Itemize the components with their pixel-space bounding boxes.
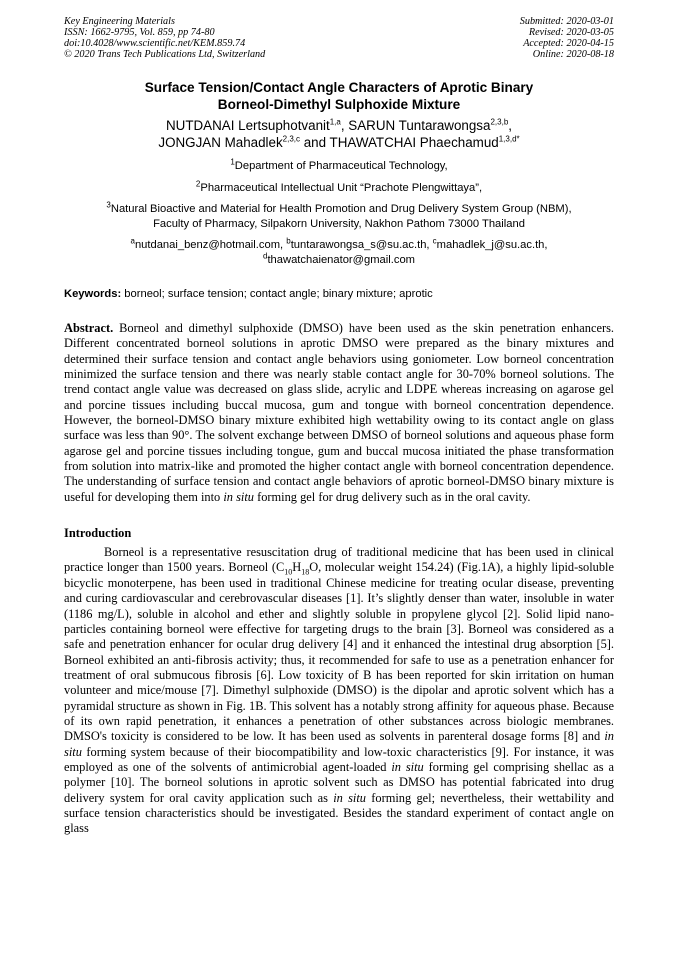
section-heading-introduction: Introduction bbox=[64, 526, 132, 541]
intro-text: forming gel; nevertheless, their wettability and surface tension characteristics should be investigated. Besides the standard experiment of contact angle on glass bbox=[64, 790, 614, 836]
introduction-paragraph bbox=[64, 545, 614, 837]
author-emails bbox=[64, 238, 614, 267]
journal-issn: ISSN: 1662-9795, Vol. 859, pp 74-80 bbox=[64, 27, 215, 38]
date-accepted: Accepted: 2020-04-15 bbox=[523, 38, 614, 49]
email-line-2 bbox=[64, 250, 614, 268]
author-line-2 bbox=[64, 134, 614, 151]
affiliation-mark: 3 bbox=[106, 200, 111, 210]
abstract-text-end: forming gel for drug delivery such as in the oral cavity. bbox=[253, 489, 531, 504]
title-line-2: Borneol-Dimethyl Sulphoxide Mixture bbox=[217, 96, 461, 112]
journal-header bbox=[64, 16, 614, 60]
email-d[interactable]: thawatchaienator@gmail.com bbox=[267, 253, 415, 266]
email-mark: c bbox=[432, 236, 437, 246]
abstract-label: Abstract. bbox=[64, 321, 114, 335]
publication-dates bbox=[520, 16, 614, 60]
intro-text: H bbox=[292, 560, 302, 575]
email-mark: d bbox=[263, 250, 268, 260]
intro-italic-term: in situ bbox=[391, 759, 424, 774]
affiliation-text-line-2: Faculty of Pharmacy, Silpakorn University, Nakhon Pathom 73000 Thailand bbox=[153, 217, 525, 230]
keywords-text: borneol; surface tension; contact angle; binary mixture; aprotic bbox=[121, 288, 433, 300]
intro-italic-term: in situ bbox=[333, 790, 366, 805]
email-mark: a bbox=[130, 236, 135, 246]
keywords bbox=[64, 287, 614, 301]
keywords-label: Keywords: bbox=[64, 288, 122, 300]
intro-text: Borneol is a representative resuscitation drug of traditional medicine that has been used in clinical practice longer than 1500 years. Borneol (C bbox=[64, 545, 614, 575]
date-revised: Revised: 2020-03-05 bbox=[528, 27, 614, 38]
intro-text: O, molecular weight 154.24) (Fig.1A), a highly lipid-soluble bicyclic monoterpene, has been used in traditional Chinese medicine for treating ocular disease, preventing and curing cardiovascular and cerebrovascular diseases [1]. It’s slightly denser than water, insoluble in water (1186 mg/L), soluble in alcohol and ether and slightly soluble in propylene glycol [2]. Solid lipid nano-particles containing borneol were effective for targeting drugs to the brain [3]. Borneol was considered as a safe and penetration enhancer for ocular drug delivery [4] and it enhanced the intestinal drug absorption [5]. Borneol exhibited an anti-fibrosis activity; thus, it recommended for safe to use as a penetration enhancer for treatment of oral submucous fibrosis [6]. Low toxicity of B has been reported for skin irritation on human volunteer and mice/mouse [7]. Dimethyl sulphoxide (DMSO) is the dipolar and aprotic solvent which has a pyramidal structure as shown in Fig. 1B. This solvent has a notably strong affinity for aqueous phase. Because of its own rapid penetration, it enhances a penetration of other substances across biologic membranes. DMSO's toxicity is considered to be low. It has been used as solvents in parenteral dosage forms [8] and bbox=[64, 560, 615, 744]
author-name: NUTDANAI Lertsuphotvanit bbox=[165, 118, 330, 133]
affiliation-mark: 2 bbox=[195, 178, 201, 188]
author-separator: , bbox=[340, 118, 349, 133]
formula-subscript: 18 bbox=[301, 567, 310, 577]
abstract bbox=[64, 321, 614, 505]
email-mark: b bbox=[286, 236, 291, 246]
date-submitted: Submitted: 2020-03-01 bbox=[519, 16, 614, 27]
affiliation-mark: 1 bbox=[230, 157, 235, 167]
author-line-1 bbox=[64, 117, 614, 134]
formula-subscript: 10 bbox=[284, 567, 293, 577]
author-separator: , bbox=[508, 118, 512, 133]
author-name: SARUN Tuntarawongsa bbox=[348, 118, 491, 133]
author-affil-mark: 2,3,b bbox=[490, 117, 509, 127]
journal-info bbox=[64, 16, 265, 60]
intro-text: forming system because of their biocompatibility and low-toxic characteristics [9]. For instance, it was employed as one of the solvents of antimicrobial agent-loaded bbox=[64, 744, 614, 774]
author-affil-mark: 1,3,d* bbox=[498, 134, 520, 144]
affiliation-text: Pharmaceutical Intellectual Unit “Prachote Plengwittaya”, bbox=[200, 181, 483, 194]
title-line-1: Surface Tension/Contact Angle Characters of Aprotic Binary bbox=[144, 80, 534, 95]
intro-text: forming gel comprising shellac as a polymer [10]. The borneol solutions in aprotic solvent such as DMSO has potential fabricated into drug delivery system for oral cavity application such as bbox=[64, 759, 614, 805]
email-a[interactable]: nutdanai_benz@hotmail.com, bbox=[134, 239, 287, 251]
abstract-text: Borneol and dimethyl sulphoxide (DMSO) have been used as the skin penetration enhancers. Different concentrated borneol solutions in aprotic DMSO were prepared as the binary mixtures and determined their surface tension and contact angle behaviors using goniometer. Low borneol concentration minimized the surface tension and there was nearly stable contact angle for 30-70% borneol solutions. The trend contact angle value was decreased on glass slide, acrylic and LDPE whereas increasing on agarose gel and porcine tissues including buccal mucosa, gum and tongue with borneol concentration dependence. However, the borneol-DMSO binary mixture exhibited high wettability owing to its contact angle on glass surface was less than 90°. The solvent exchange between DMSO of borneol solutions and aqueous phase form agarose gel and porcine tissues including tongue, gum and buccal mucosa initiated the phase transformation from solution into matrix-like and promoted the higher contact angle with borneol concentration dependence. The understanding of surface tension and contact angle behaviors of aprotic borneol-DMSO binary mixture is useful for developing them into bbox=[64, 321, 614, 504]
author-affil-mark: 2,3,c bbox=[282, 134, 300, 144]
abstract-italic-term: in situ bbox=[223, 489, 254, 504]
journal-name: Key Engineering Materials bbox=[64, 16, 175, 27]
intro-italic-term: in situ bbox=[64, 729, 614, 759]
author-name: THAWATCHAI Phaechamud bbox=[329, 135, 499, 150]
author-affil-mark: 1,a bbox=[329, 117, 341, 127]
journal-copyright: © 2020 Trans Tech Publications Ltd, Switzerland bbox=[64, 49, 266, 60]
author-name: JONGJAN Mahadlek bbox=[158, 135, 283, 150]
affiliation-2 bbox=[64, 178, 614, 196]
affiliation-text: Department of Pharmaceutical Technology, bbox=[234, 160, 448, 172]
author-conjunction: and bbox=[300, 135, 330, 150]
email-c[interactable]: mahadlek_j@su.ac.th, bbox=[436, 239, 548, 251]
paper-title bbox=[64, 80, 614, 113]
affiliation-3 bbox=[64, 202, 614, 231]
journal-doi: doi:10.4028/www.scientific.net/KEM.859.74 bbox=[64, 38, 246, 49]
affiliation-text: Natural Bioactive and Material for Health Promotion and Drug Delivery System Group (NBM), bbox=[110, 203, 572, 215]
email-line-1 bbox=[64, 238, 614, 253]
author-list bbox=[64, 117, 614, 151]
affiliation-1 bbox=[64, 159, 614, 174]
email-b[interactable]: tuntarawongsa_s@su.ac.th, bbox=[290, 239, 433, 251]
date-online: Online: 2020-08-18 bbox=[532, 49, 614, 60]
